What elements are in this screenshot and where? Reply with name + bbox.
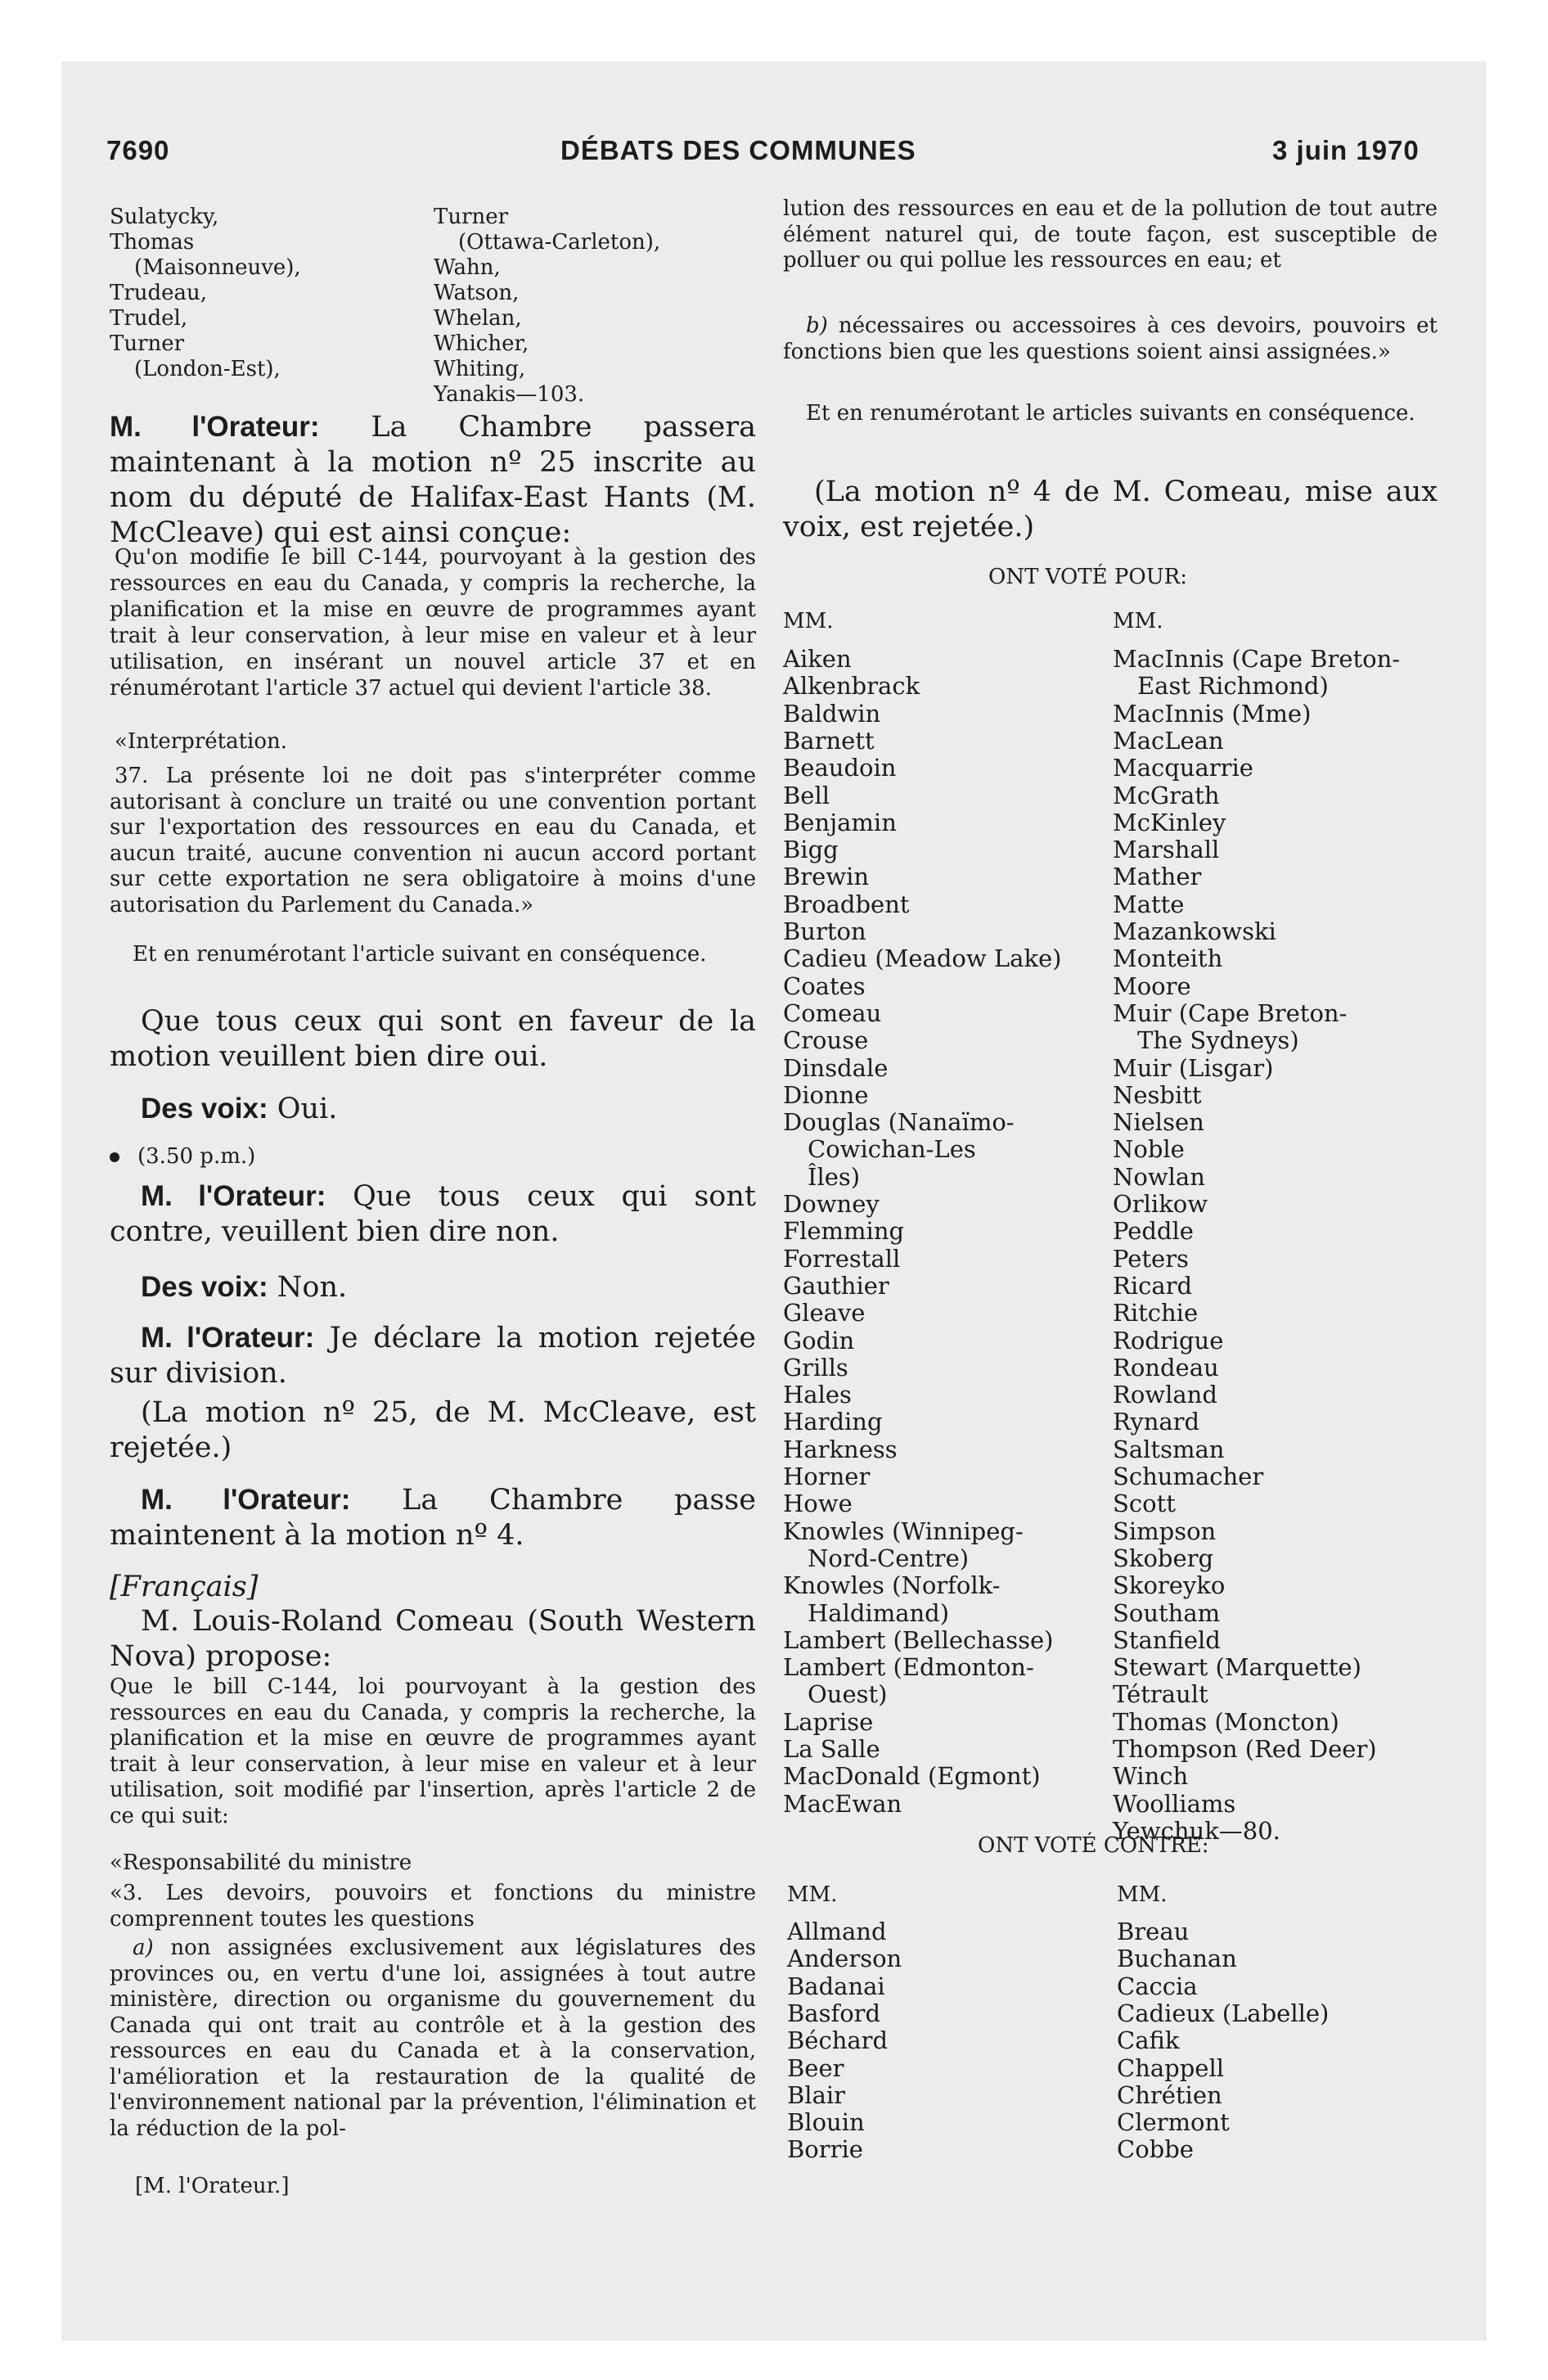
mm-label-contre-left: MM. [787,1882,838,1907]
list-item: Ouest) [808,1680,888,1709]
quote-paragraph-1: Qu'on modifie le bill C-144, pourvoyant à la gestion des ressources en eau du Canada, y compris la recherche, la planification et la mise en œuvre de programmes ayant trait à leur conservation, à leur mise en valeur et à leur utilisation, en insérant un nouvel article 37 et en rénumérotant l'article 37 actuel qui devient l'article 38. [110,545,756,701]
list-item: Forrestall [783,1244,901,1273]
list-item: Îles) [808,1162,861,1191]
list-item: McKinley [1113,808,1226,836]
list-item: Simpson [1113,1517,1217,1545]
list-item: The Sydneys) [1137,1026,1299,1055]
list-item: Nielsen [1113,1108,1204,1137]
speaker-paragraph-3 [110,1320,756,1391]
list-item: Crouse [783,1026,869,1055]
list-item: Borrie [787,2135,863,2164]
list-item: MacInnis (Mme) [1113,699,1312,728]
list-item: Winch [1113,1762,1189,1791]
quote-paragraph-8 [110,1936,756,2142]
quote-paragraph-2: «Interprétation. [115,729,288,754]
speaker-paragraph-4 [110,1482,756,1553]
list-item: Clermont [1117,2108,1230,2137]
list-item: Cowichan-Les [808,1135,976,1164]
list-item: Skoreyko [1113,1571,1226,1600]
paragraph-text: La Chambre passera maintenant à la motion nº 25 inscrite au nom du député de Halifax-East Hants (M. McCleave) qui est ainsi conçue: [110,411,756,549]
quote-paragraph-b [783,313,1438,365]
list-item: Basford [787,1999,881,2027]
list-item: Gleave [783,1299,866,1327]
list-item: Sulatycky, [110,205,219,229]
list-item: Muir (Lisgar) [1113,1053,1274,1082]
list-item: Blouin [787,2108,865,2137]
list-item: Horner [783,1463,871,1490]
list-item: Barnett [783,726,875,755]
list-item: Wahn, [434,255,501,280]
list-item: Bell [783,781,830,809]
list-item: Macquarrie [1113,754,1253,782]
quote-paragraph-4: Et en renumérotant l'article suivant en conséquence. [133,942,707,967]
list-item: Comeau [783,998,882,1027]
item-label: a) [133,1936,154,1960]
list-item: Beaudoin [783,754,897,782]
list-item: Southam [1113,1598,1221,1627]
list-item: Stanfield [1113,1625,1221,1654]
item-text: nécessaires ou accessoires à ces devoirs, pouvoirs et fonctions bien que les questions soient ainsi assignées.» [783,313,1438,364]
list-item: Mazankowski [1113,917,1276,945]
list-item: Schumacher [1113,1463,1264,1490]
page-date: 3 juin 1970 [1272,135,1420,165]
list-item: Douglas (Nanaïmo- [783,1108,1015,1137]
list-item: Coates [783,971,866,1000]
quote-paragraph-7: «3. Les devoirs, pouvoirs et fonctions du ministre comprennent toutes les questions [110,1881,756,1931]
list-item: Rynard [1113,1408,1200,1436]
list-item: Cafik [1117,2026,1180,2055]
list-item: Rowland [1113,1381,1217,1409]
list-item: Cadieux (Labelle) [1117,1999,1330,2027]
list-item: Trudel, [110,306,188,331]
list-item: Turner [110,331,185,356]
list-item: Marshall [1113,836,1220,864]
list-item: Tétrault [1113,1680,1208,1709]
quote-paragraph-a: lution des ressources en eau et de la pollution de tout autre élément naturel qui, de toute façon, est susceptible de polluer ou qui pollue les ressources en eau; et [783,196,1438,273]
vote-heading-contre: ONT VOTÉ CONTRE: [978,1833,1209,1858]
list-item: Godin [783,1326,855,1355]
list-item: Nord-Centre) [808,1544,970,1572]
quote-paragraph-6: «Responsabilité du ministre [110,1850,412,1875]
list-item: Chrétien [1117,2080,1222,2109]
list-item: Chappell [1117,2053,1224,2082]
speaker-label: M. l'Orateur: [141,1180,326,1212]
mm-label-pour-left: MM. [783,609,834,633]
list-item: Stewart (Marquette) [1113,1653,1361,1682]
list-item: Cobbe [1117,2135,1194,2164]
list-item: Downey [783,1190,880,1218]
time-stamp: (3.50 p.m.) [110,1143,756,1170]
list-item: MacEwan [783,1789,902,1818]
speaker-label: M. l'Orateur: [110,411,320,443]
list-item: Dinsdale [783,1053,889,1082]
list-item: MacInnis (Cape Breton- [1113,645,1401,673]
list-item: Orlikow [1113,1190,1208,1218]
mm-label-contre-right: MM. [1117,1882,1168,1907]
list-item: Knowles (Winnipeg- [783,1517,1024,1545]
voices-text: Oui. [277,1093,338,1125]
item-text: non assignées exclusivement aux législatures des provinces ou, en vertu d'une loi, assignées à tout autre ministère, direction ou organisme du gouvernement du Canada qui ont trait au contrôle et à la gestion des ressources en eau du Canada et à la conservation, l'amélioration et la restauration de la qualité de l'environnement national par la prévention, l'élimination et la réduction de la pol- [110,1936,756,2141]
list-item: Howe [783,1490,853,1518]
list-item: Dionne [783,1080,869,1109]
quote-paragraph-c: Et en renumérotant le articles suivants en conséquence. [806,401,1415,426]
list-item: (Ottawa-Carleton), [458,230,661,255]
paragraph-result-25: (La motion nº 25, de M. McCleave, est rejetée.) [110,1396,756,1464]
list-item: Thompson (Red Deer) [1113,1735,1377,1763]
list-item: Skoberg [1113,1544,1214,1572]
list-item: Brewin [783,863,870,891]
list-item: Noble [1113,1135,1185,1164]
voices-paragraph-1 [141,1091,763,1127]
list-item: Turner [434,205,509,229]
voices-label: Des voix: [141,1093,268,1125]
speaker-paragraph-2 [110,1179,756,1250]
paragraph-text: Que tous ceux qui sont contre, veuillent bien dire non. [110,1180,756,1248]
list-item: Flemming [783,1217,905,1246]
list-item: Yanakis—103. [434,382,585,407]
list-item: Scott [1113,1490,1176,1518]
list-item: Hales [783,1381,852,1409]
paragraph-2: Que tous ceux qui sont en faveur de la motion veuillent bien dire oui. [110,1005,756,1073]
voices-text: Non. [277,1271,348,1304]
list-item: Yewchuk—80. [1113,1816,1280,1845]
list-item: Saltsman [1113,1435,1225,1463]
language-tag: [Français] [110,1571,259,1603]
paragraph-proposer: M. Louis-Roland Comeau (South Western Nova) propose: [110,1605,756,1673]
list-item: MacLean [1113,726,1224,755]
list-item: Harding [783,1408,883,1436]
list-item: Caccia [1117,1972,1198,2000]
paragraph-text: Je déclare la motion rejetée sur division. [110,1322,756,1390]
list-item: Whiting, [434,357,526,381]
list-item: Woolliams [1113,1789,1236,1818]
list-item: Matte [1113,890,1185,918]
list-item: Allmand [787,1918,887,1945]
paragraph-text: La Chambre passe maintenent à la motion nº 4. [110,1484,756,1552]
list-item: Peddle [1113,1217,1194,1246]
speaker-label: M. l'Orateur: [141,1484,351,1516]
list-item: Gauthier [783,1271,889,1300]
quote-paragraph-3: 37. La présente loi ne doit pas s'interpréter comme autorisant à conclure un traité ou une convention portant sur l'exportation des ressources en eau du Canada, et aucun traité, aucune convention ni aucun accord portant sur cette exportation ne sera obligatoire à moins d'une autorisation du Parlement du Canada.» [110,764,756,917]
list-item: Burton [783,917,866,945]
list-item: (London-Est), [134,357,281,381]
list-item: Knowles (Norfolk- [783,1571,1001,1600]
list-item: Rodrigue [1113,1326,1224,1355]
list-item: Watson, [434,281,520,305]
list-item: Whicher, [434,331,529,356]
list-item: Alkenbrack [783,672,920,701]
list-item: Buchanan [1117,1945,1237,1973]
list-item: Bigg [783,836,839,864]
list-item: Haldimand) [808,1598,950,1627]
list-item: Ritchie [1113,1299,1199,1327]
list-item: Ricard [1113,1271,1193,1300]
voices-label: Des voix: [141,1271,268,1303]
list-item: Nesbitt [1113,1080,1202,1109]
list-item: Badanai [787,1972,885,2000]
list-item: Beer [787,2053,844,2082]
bullet-icon [110,1152,119,1162]
list-item: Nowlan [1113,1162,1205,1191]
list-item: Thomas [110,230,195,255]
list-item: MacDonald (Egmont) [783,1762,1041,1791]
speaker-label: M. l'Orateur: [141,1322,315,1354]
list-item: Broadbent [783,890,910,918]
list-item: Whelan, [434,306,522,331]
list-item: Baldwin [783,699,881,728]
vote-heading-pour: ONT VOTÉ POUR: [988,565,1187,589]
list-item: East Richmond) [1137,672,1329,701]
list-item: Trudeau, [110,281,208,305]
list-item: Thomas (Moncton) [1113,1707,1339,1736]
list-item: Breau [1117,1918,1190,1945]
list-item: Cadieu (Meadow Lake) [783,944,1062,973]
list-item: Blair [787,2080,846,2109]
list-item: McGrath [1113,781,1220,809]
voices-paragraph-2 [141,1269,763,1305]
list-item: Lambert (Edmonton- [783,1653,1034,1682]
list-item: Muir (Cape Breton- [1113,998,1348,1027]
list-item: La Salle [783,1735,880,1763]
list-item: Moore [1113,971,1191,1000]
list-item: Laprise [783,1707,874,1736]
list-item: Peters [1113,1244,1189,1273]
list-item: Béchard [787,2026,889,2055]
list-item: (Maisonneuve), [134,255,301,280]
speaker-paragraph-1 [110,409,756,551]
list-item: Anderson [787,1945,902,1973]
list-item: Monteith [1113,944,1223,973]
list-item: Lambert (Bellechasse) [783,1625,1054,1654]
list-item: Mather [1113,863,1202,891]
result-paragraph-4: (La motion nº 4 de M. Comeau, mise aux voix, est rejetée.) [783,476,1438,543]
list-item: Aiken [783,645,852,673]
list-item: Benjamin [783,808,897,836]
list-item: Harkness [783,1435,898,1463]
footer-speaker: [M. l'Orateur.] [135,2174,290,2198]
list-item: Rondeau [1113,1353,1219,1382]
page-title: DÉBATS DES COMMUNES [560,135,916,165]
quote-paragraph-5: Que le bill C-144, loi pourvoyant à la gestion des ressources en eau du Canada, y compris la recherche, la planification et la mise en œuvre de programmes ayant trait à leur conservation, à leur mise en valeur et à leur utilisation, soit modifié par l'insertion, après l'article 2 de ce qui suit: [110,1675,756,1828]
page-number: 7690 [106,135,170,165]
item-label: b) [806,313,828,338]
list-item: Grills [783,1353,848,1382]
mm-label-pour-right: MM. [1113,609,1163,633]
